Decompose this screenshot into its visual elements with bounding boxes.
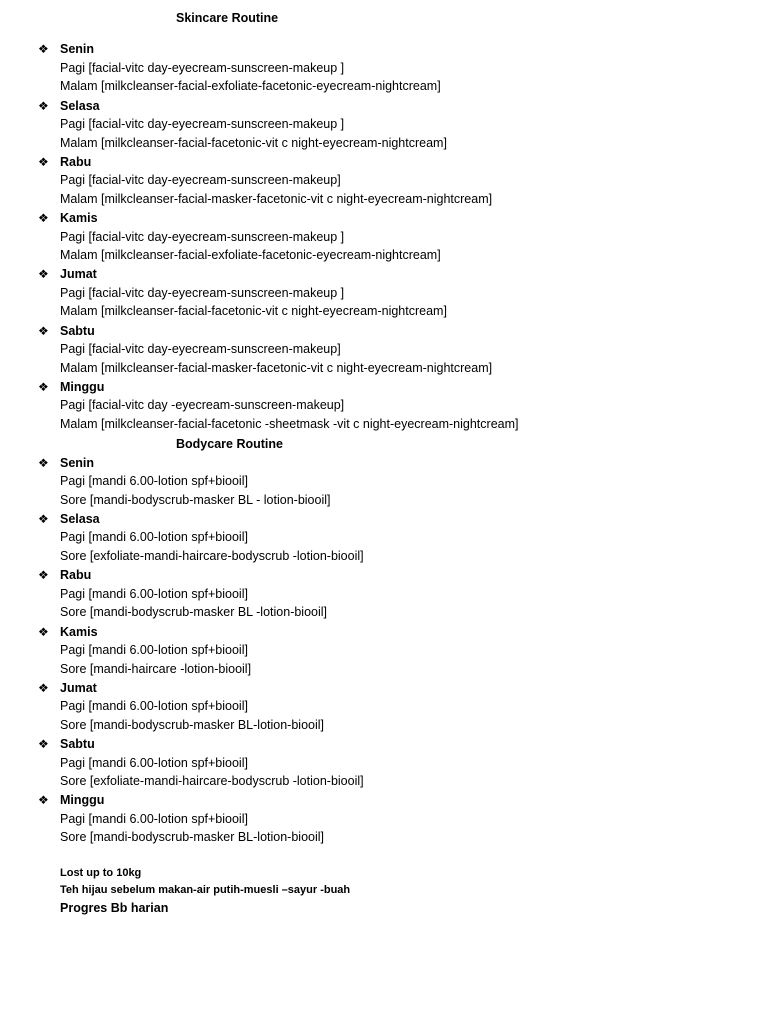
evening-routine: Malam [milkcleanser-facial-facetonic-vit c night-eyecream-nightcream] bbox=[60, 135, 447, 150]
skincare-day-selasa bbox=[38, 98, 758, 154]
day-name: Rabu bbox=[60, 568, 92, 582]
skincare-day-senin bbox=[38, 41, 758, 97]
skincare-day-sabtu bbox=[38, 323, 758, 379]
diamond-bullet-icon: ❖ bbox=[38, 154, 49, 169]
morning-routine: Pagi [mandi 6.00-lotion spf+biooil] bbox=[60, 755, 248, 770]
bodycare-day-kamis bbox=[38, 624, 758, 680]
diamond-bullet-icon: ❖ bbox=[38, 511, 49, 526]
morning-routine: Pagi [facial-vitc day-eyecream-sunscreen-makeup ] bbox=[60, 285, 345, 300]
day-name: Rabu bbox=[60, 154, 92, 169]
day-name: Jumat bbox=[60, 267, 97, 281]
day-name: Sabtu bbox=[60, 323, 95, 338]
morning-routine: Pagi [mandi 6.00-lotion spf+biooil] bbox=[60, 643, 248, 657]
skincare-day-kamis bbox=[38, 210, 758, 266]
diamond-bullet-icon: ❖ bbox=[38, 211, 49, 225]
morning-routine: Pagi [facial-vitc day-eyecream-sunscreen-makeup ] bbox=[60, 117, 345, 131]
diamond-bullet-icon: ❖ bbox=[38, 737, 49, 751]
evening-routine: Malam [milkcleanser-facial-masker-facetonic-vit c night-eyecream-nightcream] bbox=[60, 360, 493, 375]
bodycare-day-rabu bbox=[38, 567, 758, 623]
daily-weight-progress-note: Progres Bb harian bbox=[60, 901, 169, 915]
diamond-bullet-icon: ❖ bbox=[38, 42, 49, 56]
day-name: Selasa bbox=[60, 511, 100, 526]
afternoon-routine: Sore [exfoliate-mandi-haircare-bodyscrub -lotion-biooil] bbox=[60, 774, 364, 788]
bodycare-day-sabtu bbox=[38, 736, 758, 792]
evening-routine: Malam [milkcleanser-facial-exfoliate-facetonic-eyecream-nightcream] bbox=[60, 248, 441, 262]
morning-routine: Pagi [mandi 6.00-lotion spf+biooil] bbox=[60, 586, 248, 601]
bodycare-day-selasa bbox=[38, 511, 758, 567]
morning-routine: Pagi [mandi 6.00-lotion spf+biooil] bbox=[60, 474, 248, 488]
diamond-bullet-icon: ❖ bbox=[38, 455, 49, 470]
day-name: Jumat bbox=[60, 680, 97, 695]
afternoon-routine: Sore [mandi-bodyscrub-masker BL -lotion-biooil] bbox=[60, 605, 328, 619]
evening-routine: Malam [milkcleanser-facial-exfoliate-facetonic-eyecream-nightcream] bbox=[60, 79, 441, 93]
diamond-bullet-icon: ❖ bbox=[38, 323, 49, 338]
evening-routine: Malam [milkcleanser-facial-masker-facetonic-vit c night-eyecream-nightcream] bbox=[60, 191, 493, 206]
afternoon-routine: Sore [mandi-bodyscrub-masker BL - lotion-biooil] bbox=[60, 492, 331, 507]
day-name: Minggu bbox=[60, 793, 105, 807]
morning-routine: Pagi [mandi 6.00-lotion spf+biooil] bbox=[60, 811, 248, 826]
skincare-day-minggu bbox=[38, 379, 758, 435]
morning-routine: Pagi [facial-vitc day-eyecream-sunscreen-makeup] bbox=[60, 342, 341, 356]
day-name: Minggu bbox=[60, 379, 105, 394]
skincare-day-jumat bbox=[38, 266, 758, 322]
day-name: Kamis bbox=[60, 211, 98, 225]
afternoon-routine: Sore [mandi-bodyscrub-masker BL-lotion-biooil] bbox=[60, 830, 325, 844]
diamond-bullet-icon: ❖ bbox=[38, 624, 49, 639]
diamond-bullet-icon: ❖ bbox=[38, 568, 49, 582]
diamond-bullet-icon: ❖ bbox=[38, 793, 49, 807]
day-name: Sabtu bbox=[60, 737, 95, 751]
skincare-title: Skincare Routine bbox=[176, 11, 279, 25]
bodycare-day-minggu bbox=[38, 792, 758, 848]
evening-routine: Malam [milkcleanser-facial-facetonic -sheetmask -vit c night-eyecream-nightcream] bbox=[60, 416, 519, 431]
day-name: Senin bbox=[60, 455, 95, 470]
bodycare-day-jumat bbox=[38, 680, 758, 736]
diamond-bullet-icon: ❖ bbox=[38, 680, 49, 695]
diamond-bullet-icon: ❖ bbox=[38, 267, 49, 281]
bodycare-day-senin bbox=[38, 455, 758, 511]
morning-routine: Pagi [facial-vitc day -eyecream-sunscreen-makeup] bbox=[60, 398, 345, 412]
day-name: Kamis bbox=[60, 624, 98, 639]
afternoon-routine: Sore [exfoliate-mandi-haircare-bodyscrub -lotion-biooil] bbox=[60, 548, 364, 563]
morning-routine: Pagi [mandi 6.00-lotion spf+biooil] bbox=[60, 530, 248, 544]
diet-note: Teh hijau sebelum makan-air putih-muesli –sayur -buah bbox=[60, 884, 351, 896]
bodycare-title: Bodycare Routine bbox=[176, 436, 283, 451]
diamond-bullet-icon: ❖ bbox=[38, 98, 49, 113]
morning-routine: Pagi [facial-vitc day-eyecream-sunscreen-makeup ] bbox=[60, 229, 345, 244]
afternoon-routine: Sore [mandi-haircare -lotion-biooil] bbox=[60, 661, 252, 676]
morning-routine: Pagi [facial-vitc day-eyecream-sunscreen-makeup] bbox=[60, 173, 341, 187]
evening-routine: Malam [milkcleanser-facial-facetonic-vit c night-eyecream-nightcream] bbox=[60, 304, 447, 318]
day-name: Senin bbox=[60, 42, 95, 56]
afternoon-routine: Sore [mandi-bodyscrub-masker BL-lotion-biooil] bbox=[60, 717, 325, 732]
morning-routine: Pagi [facial-vitc day-eyecream-sunscreen-makeup ] bbox=[60, 60, 345, 75]
morning-routine: Pagi [mandi 6.00-lotion spf+biooil] bbox=[60, 699, 248, 713]
diamond-bullet-icon: ❖ bbox=[38, 379, 49, 394]
skincare-day-rabu bbox=[38, 154, 758, 210]
day-name: Selasa bbox=[60, 98, 100, 113]
weight-goal-note: Lost up to 10kg bbox=[60, 867, 142, 879]
